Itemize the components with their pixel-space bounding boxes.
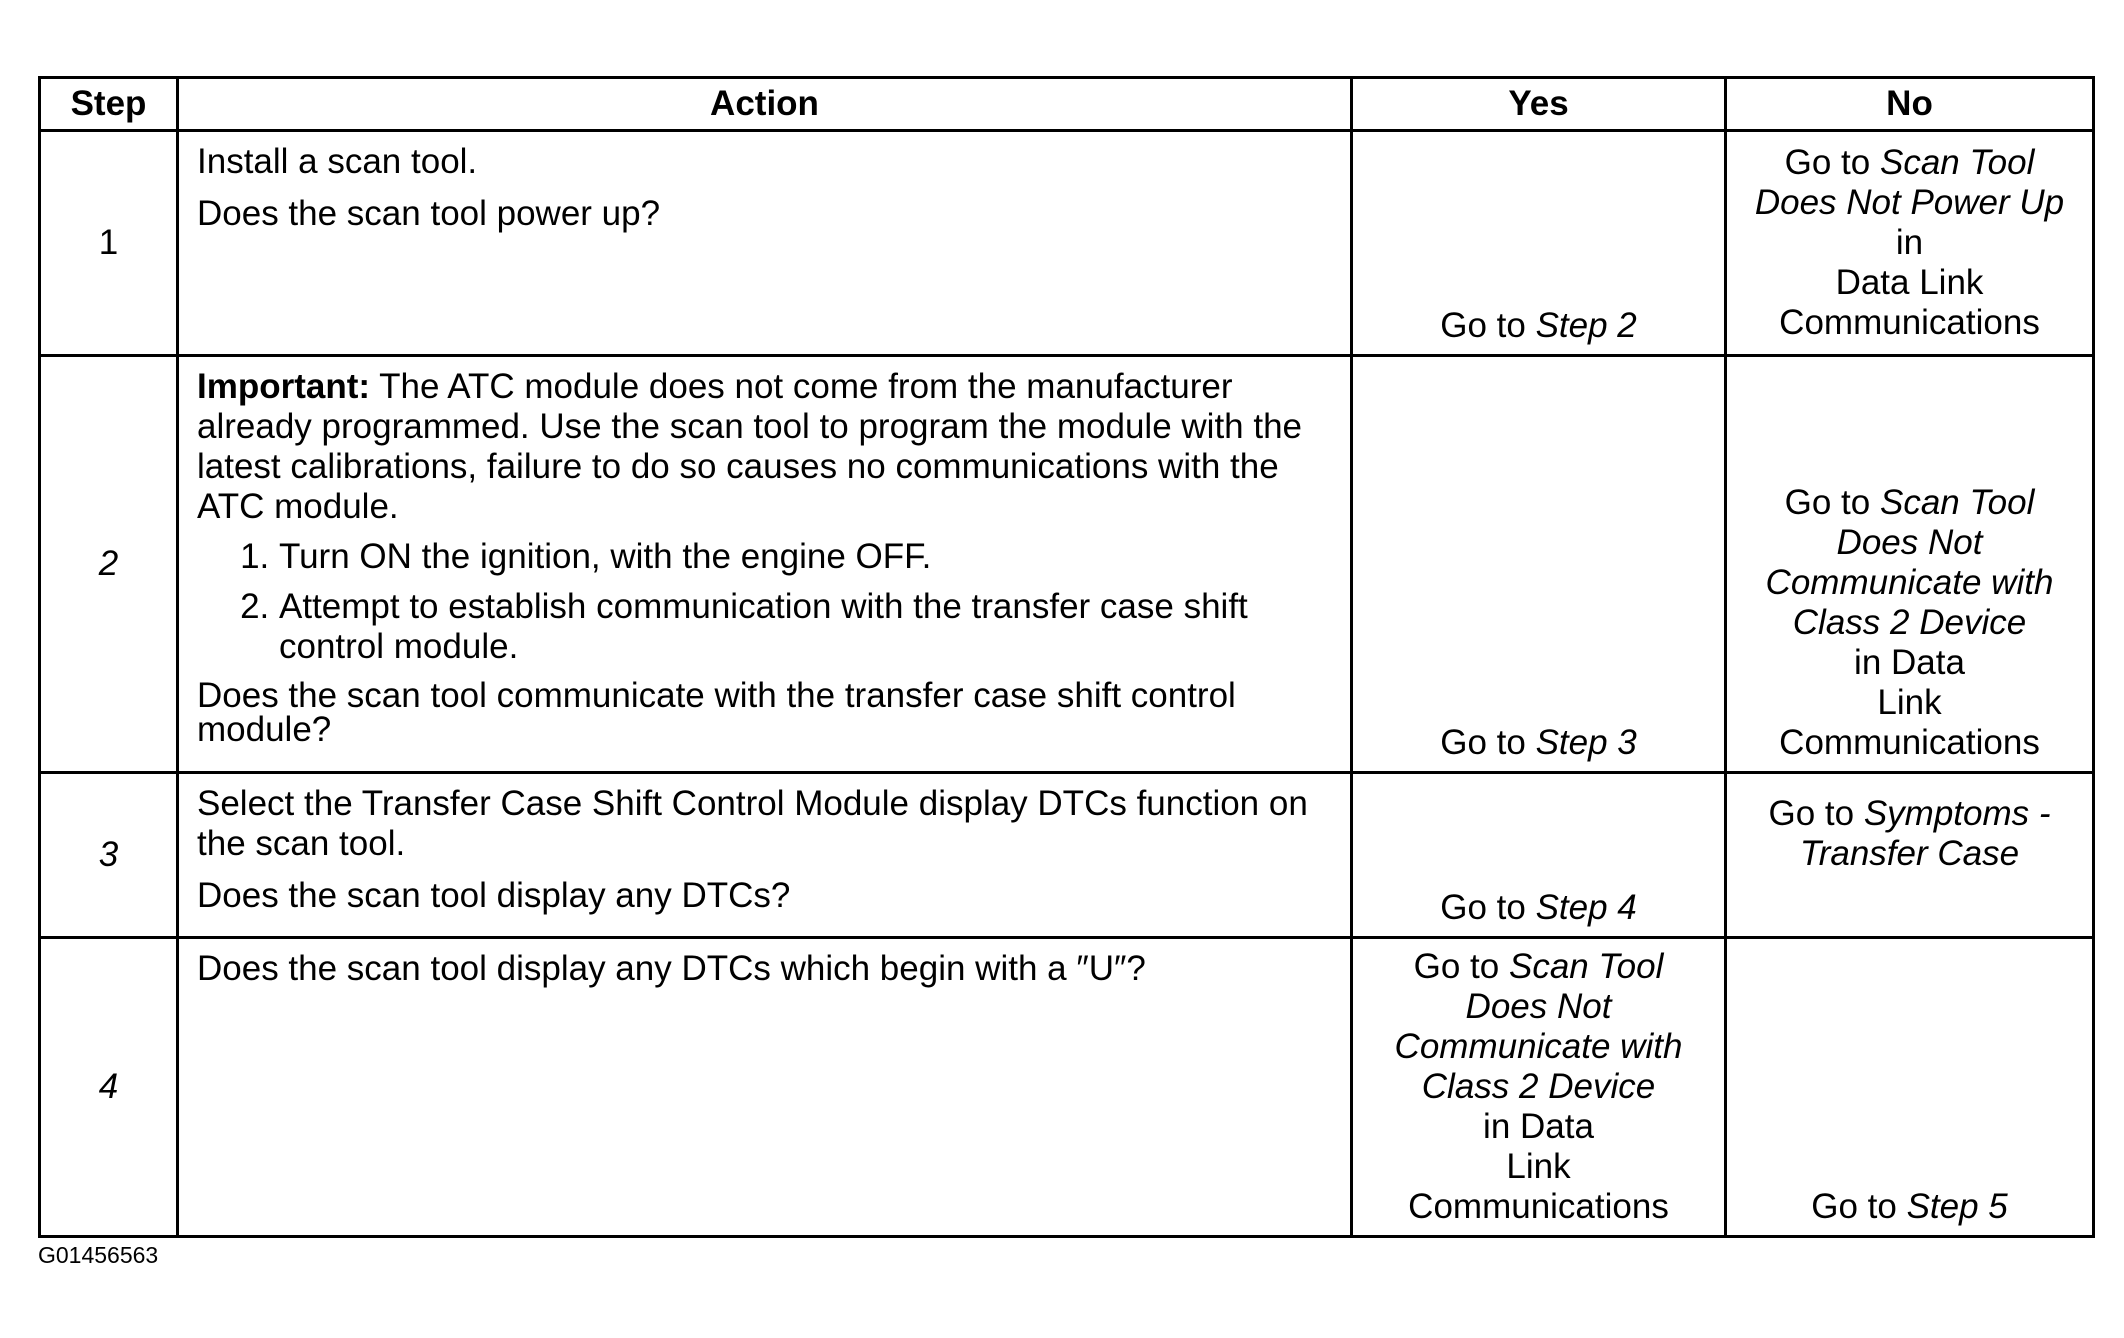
reference-text: Communications [1779,723,2040,762]
table-row [40,773,2094,938]
important-note [197,367,1332,527]
procedure-link[interactable]: Class 2 Device [1421,1067,1656,1106]
no-cell [1726,131,2094,356]
header-row [40,78,2094,131]
procedure-link[interactable]: Scan Tool [1508,947,1664,986]
step-number: 1 [40,131,178,356]
action-question: Does the scan tool display any DTCs which begin with a ″U″? [197,949,1146,988]
action-cell [178,773,1352,938]
action-question: Does the scan tool power up? [197,194,661,233]
action-cell [178,131,1352,356]
no-prefix: Go to [1811,1187,1907,1226]
action-instruction: Select the Transfer Case Shift Control Module display DTCs function on the scan tool. [197,784,1308,863]
action-instruction: Install a scan tool. [197,142,478,181]
reference-text: Data Link [1835,263,1984,302]
step-number: 2 [40,356,178,773]
no-link-line [1733,794,2086,834]
procedure-link[interactable]: Does Not Power Up [1754,183,2065,222]
table-row [40,356,2094,773]
no-cell [1726,356,2094,773]
step-link[interactable]: Step 4 [1535,888,1637,927]
in-data-text: in Data [1483,1107,1594,1146]
procedure-link[interactable]: Communicate with [1765,563,2054,602]
in-data-text: in Data [1854,643,1965,682]
yes-cell [1352,131,1726,356]
yes-prefix: Go to [1440,723,1536,762]
yes-cell [1352,773,1726,938]
yes-prefix: Go to [1413,947,1509,986]
no-prefix: Go to [1768,794,1864,833]
in-text: in [1895,223,1924,262]
header-action: Action [178,78,1352,131]
list-item: 1. Turn ON the ignition, with the engine OFF. [279,537,1332,577]
action-cell [178,356,1352,773]
no-prefix: Go to [1784,143,1880,182]
procedure-link[interactable]: Scan Tool [1879,143,2035,182]
step-link[interactable]: Step 5 [1906,1187,2008,1226]
no-prefix: Go to [1784,483,1880,522]
diagnostic-table [38,76,2095,1238]
reference-text: Link [1506,1147,1571,1186]
action-question: Does the scan tool display any DTCs? [197,876,791,915]
yes-link-line [1359,947,1718,987]
table-row [40,938,2094,1237]
figure-id: G01456563 [38,1242,159,1268]
list-item: 2. Attempt to establish communication with the transfer case shift control module. [279,587,1332,667]
important-label: Important: [197,367,371,406]
important-text: The ATC module does not come from the manufacturer already programmed. Use the scan tool to program the module with the latest calibrations, failure to do so causes no communications with the ATC module. [197,367,1303,526]
header-yes: Yes [1352,78,1726,131]
yes-prefix: Go to [1440,306,1536,345]
no-cell [1726,773,2094,938]
step-link[interactable]: Step 2 [1535,306,1637,345]
no-link-line [1733,483,2086,523]
step-number: 3 [40,773,178,938]
procedure-link[interactable]: Class 2 Device [1792,603,2027,642]
yes-cell [1352,356,1726,773]
yes-cell [1352,938,1726,1237]
procedure-link[interactable]: Communicate with [1394,1027,1683,1066]
procedure-link[interactable]: Does Not [1465,987,1612,1026]
no-cell [1726,938,2094,1237]
action-cell [178,938,1352,1237]
reference-text: Communications [1779,303,2040,342]
procedure-link[interactable]: Scan Tool [1879,483,2035,522]
header-no: No [1726,78,2094,131]
action-steps-list [197,537,1332,667]
yes-prefix: Go to [1440,888,1536,927]
step-link[interactable]: Step 3 [1535,723,1637,762]
reference-text: Communications [1408,1187,1669,1226]
action-question: Does the scan tool communicate with the transfer case shift control module? [197,676,1236,749]
reference-text: Link [1877,683,1942,722]
step-number: 4 [40,938,178,1237]
no-link-line [1733,143,2086,183]
header-step: Step [40,78,178,131]
procedure-link[interactable]: Does Not [1836,523,1983,562]
table-row [40,131,2094,356]
procedure-link[interactable]: Symptoms - [1863,794,2051,833]
procedure-link[interactable]: Transfer Case [1799,834,2020,873]
